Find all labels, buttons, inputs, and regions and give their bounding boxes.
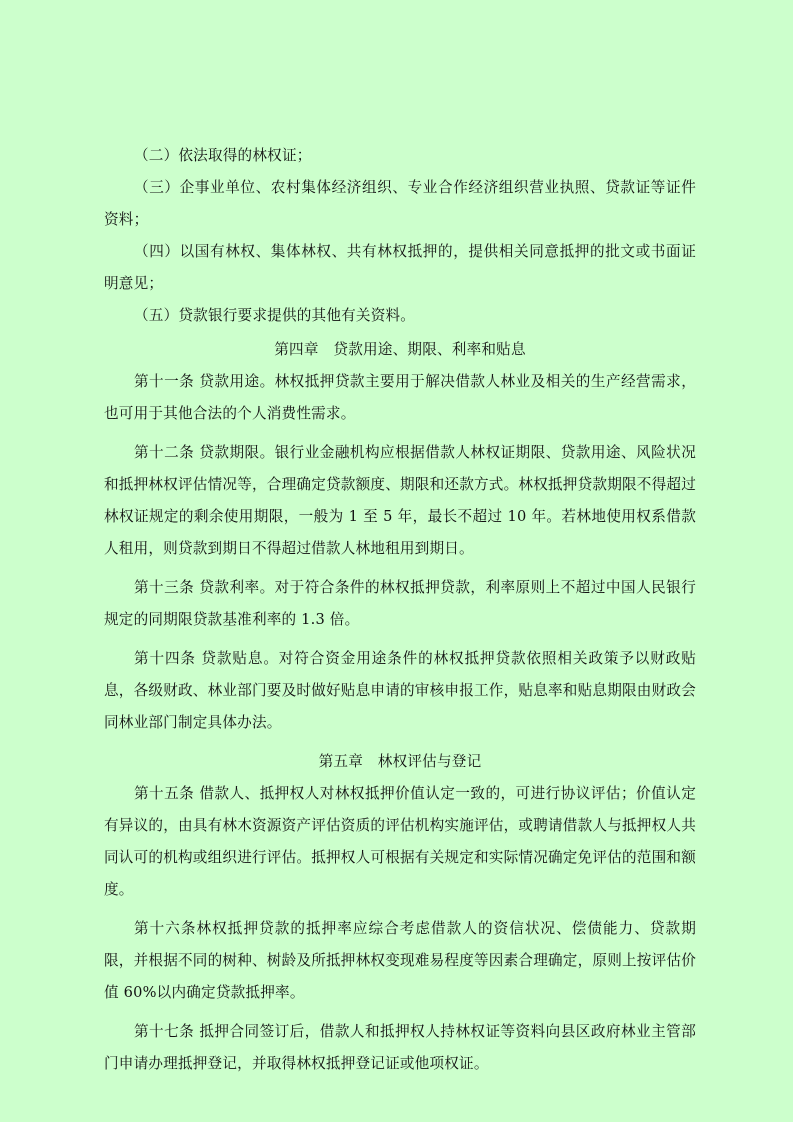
list-item-4: （四）以国有林权、集体林权、共有林权抵押的，提供相关同意抵押的批文或书面证明意见； (104, 243, 696, 292)
document-body (104, 140, 696, 1080)
list-item-3: （三）企事业单位、农村集体经济组织、专业合作经济组织营业执照、贷款证等证件资料； (104, 179, 696, 228)
article-17: 第十七条 抵押合同签订后，借款人和抵押权人持林权证等资料向县区政府林业主管部门申请办理抵押登记，并取得林权抵押登记证或他项权证。 (104, 1023, 696, 1072)
list-item-5: （五）贷款银行要求提供的其他有关资料。 (134, 307, 416, 324)
list-item-2: （二）依法取得的林权证； (134, 147, 312, 164)
chapter-5-heading: 第五章 林权评估与登记 (318, 753, 482, 770)
article-13: 第十三条 贷款利率。对于符合条件的林权抵押贷款，利率原则上不超过中国人民银行规定的同期限贷款基准利率的 1.3 倍。 (104, 579, 696, 628)
chapter-4-heading: 第四章 贷款用途、期限、利率和贴息 (274, 341, 526, 358)
article-16: 第十六条林权抵押贷款的抵押率应综合考虑借款人的资信状况、偿债能力、贷款期限，并根据不同的树种、树龄及所抵押林权变现难易程度等因素合理确定，原则上按评估价值 60%以内确定贷款抵押率。 (104, 920, 696, 1001)
article-15: 第十五条 借款人、抵押权人对林权抵押价值认定一致的，可进行协议评估；价值认定有异议的，由具有林木资源资产评估资质的评估机构实施评估，或聘请借款人与抵押权人共同认可的机构或组织进行评估。抵押权人可根据有关规定和实际情况确定免评估的范围和额度。 (104, 785, 696, 898)
article-12: 第十二条 贷款期限。银行业金融机构应根据借款人林权证期限、贷款用途、风险状况和抵押林权评估情况等，合理确定贷款额度、期限和还款方式。林权抵押贷款期限不得超过林权证规定的剩余使用期限，一般为 1 至 5 年，最长不超过 10 年。若林地使用权系借款人租用，则贷款到期日不得超过借款人林地租用到期日。 (104, 444, 696, 557)
article-14: 第十四条 贷款贴息。对符合资金用途条件的林权抵押贷款依照相关政策予以财政贴息，各级财政、林业部门要及时做好贴息申请的审核申报工作，贴息率和贴息期限由财政会同林业部门制定具体办法。 (104, 650, 696, 731)
article-11: 第十一条 贷款用途。林权抵押贷款主要用于解决借款人林业及相关的生产经营需求，也可用于其他合法的个人消费性需求。 (104, 373, 696, 422)
